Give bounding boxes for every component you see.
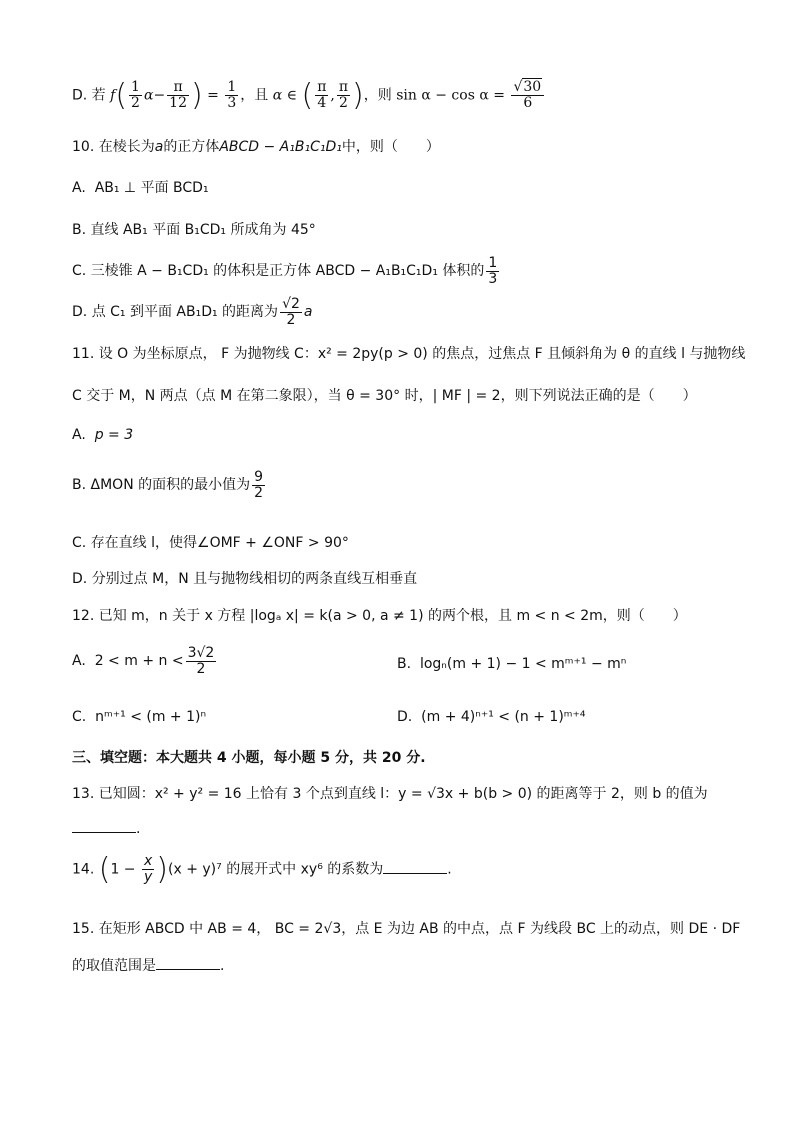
q14-text: (x + y)⁷ 的展开式中 xy⁶ 的系数为 — [168, 861, 384, 878]
q11-option-c — [72, 532, 349, 552]
frac-den: 2 — [254, 484, 264, 501]
option-content: nᵐ⁺¹ < (m + 1)ⁿ — [95, 709, 207, 725]
q13-stem: 13. 已知圆：x² + y² = 16 上恰有 3 个点到直线 l：y = √3x + b(b > 0) 的距离等于 2，则 b 的值为 — [72, 786, 708, 802]
q12-option-a — [72, 646, 218, 676]
q11-option-b — [72, 470, 267, 500]
option-label: D. — [72, 304, 88, 321]
q15-stem-2 — [72, 955, 224, 975]
option-label: B. — [397, 656, 412, 672]
option-content: ΔMON 的面积的最小值为 — [90, 477, 251, 494]
q13-blank-line — [72, 820, 140, 837]
option-label: B. — [72, 477, 87, 494]
frac-den: y — [143, 869, 153, 885]
frac-num: x — [143, 853, 153, 870]
q12-option-b — [397, 656, 626, 672]
option-content: 点 C₁ 到平面 AB₁D₁ 的距离为 — [91, 304, 279, 321]
q15-stem: 15. 在矩形 ABCD 中 AB = 4， BC = 2√3，点 E 为边 AB 的中点，点 F 为线段 BC 上的动点，则 DE · DF — [72, 921, 741, 937]
option-content: 分别过点 M，N 且与抛物线相切的两条直线互相垂直 — [91, 571, 418, 587]
q11-option-d — [72, 568, 417, 588]
q12-option-c — [72, 709, 206, 725]
option-content: p = 3 — [94, 427, 134, 443]
option-label: C. — [72, 263, 87, 280]
option-content: 存在直线 l，使得∠OMF + ∠ONF > 90° — [90, 535, 349, 551]
option-content: 直线 AB₁ 平面 B₁CD₁ 所成角为 45° — [90, 222, 316, 238]
option-label: C. — [72, 709, 87, 725]
frac-den: 2 — [286, 311, 296, 328]
option-label: D. — [72, 571, 88, 587]
frac-num: √2 — [282, 296, 300, 312]
frac-num: 1 — [488, 255, 498, 271]
q10-text2: 的正方体 — [163, 139, 220, 155]
option-content: 2 < m + n < — [94, 653, 184, 670]
answer-blank[interactable] — [383, 861, 447, 874]
option-content: (m + 4)ⁿ⁺¹ < (n + 1)ᵐ⁺⁴ — [421, 709, 586, 725]
q10-a: a — [154, 139, 164, 155]
frac-num: 3√2 — [187, 645, 215, 661]
frac-den: 2 — [196, 660, 206, 677]
q10-text3: 中，则（ ） — [341, 139, 440, 155]
q15-end: . — [220, 958, 225, 974]
q10-text: 10. 在棱长为 — [72, 139, 155, 155]
q10-option-d — [72, 297, 312, 327]
q12-stem: 12. 已知 m，n 关于 x 方程 |logₐ x| = k(a > 0, a ≠ 1) 的两个根，且 m < n < 2m，则（ ） — [72, 608, 687, 624]
q9d-eq: sin α − cos α = — [396, 87, 505, 104]
q11-stem-2: C 交于 M，N 两点（点 M 在第二象限），当 θ = 30° 时，| MF | = 2，则下列说法正确的是（ ） — [72, 388, 697, 404]
section-3-heading: 三、填空题：本大题共 4 小题，每小题 5 分，共 20 分. — [72, 750, 426, 766]
option-label: C. — [72, 535, 87, 551]
option-content: logₙ(m + 1) − 1 < mᵐ⁺¹ − mⁿ — [419, 656, 627, 672]
option-content: AB₁ ⊥ 平面 BCD₁ — [94, 180, 209, 196]
answer-blank[interactable] — [156, 957, 220, 970]
option-label: A. — [72, 653, 86, 670]
q9-option-d: D. 若 f( $\frac{1}{2}$ α− $\frac{\pi}{12}$ ) = $\frac{1}{3}$ ，且 α ∈ ( $\frac{\pi}{4}$ , $\frac{\pi}{2}$ )，则 sin α − cos α = $\frac{√30}{6}$ — [72, 78, 546, 113]
answer-blank[interactable] — [72, 820, 136, 833]
q14-stem: 14. (1 − $\frac{x}{y}$ )(x + y)⁷ 的展开式中 xy⁶ 的系数为 . — [72, 852, 452, 887]
option-label: D. — [397, 709, 413, 725]
option-label: B. — [72, 222, 87, 238]
frac-den: 3 — [488, 270, 498, 287]
option-suffix: a — [303, 304, 313, 321]
q10-option-b — [72, 219, 316, 239]
q10-cube: ABCD − A₁B₁C₁D₁ — [219, 139, 342, 155]
q12-option-d — [397, 709, 586, 725]
option-content: 三棱锥 A − B₁CD₁ 的体积是正方体 ABCD − A₁B₁C₁D₁ 体积的 — [90, 263, 485, 280]
q9d-mid2: ，则 — [363, 87, 392, 104]
option-label: A. — [72, 180, 86, 196]
q11-option-a — [72, 427, 133, 443]
q10-stem — [72, 136, 440, 156]
q11-stem: 11. 设 O 为坐标原点， F 为抛物线 C：x² = 2py(p > 0) 的焦点，过焦点 F 且倾斜角为 θ 的直线 l 与抛物线 — [72, 346, 746, 362]
q9d-prefix: D. 若 — [72, 87, 106, 104]
option-label: A. — [72, 427, 86, 443]
q10-option-a — [72, 177, 209, 197]
q14-end: . — [447, 861, 452, 878]
frac-num: 9 — [254, 469, 264, 485]
q9d-mid1: ，且 — [240, 87, 269, 104]
q14-number: 14. — [72, 861, 95, 878]
q10-option-c — [72, 256, 501, 286]
q13-end: . — [136, 821, 141, 837]
q15-text: 的取值范围是 — [72, 958, 156, 974]
